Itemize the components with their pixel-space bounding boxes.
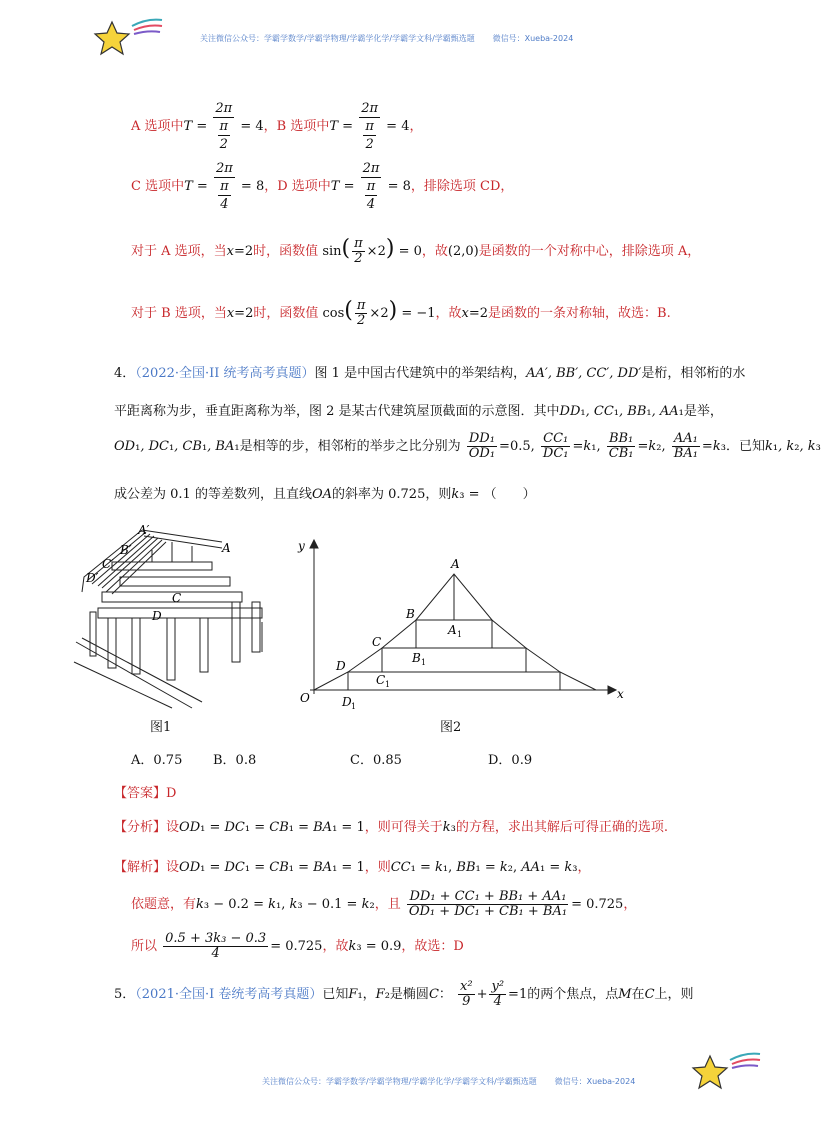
figure-1-architecture [72,522,272,712]
fig2-label-x: x [617,687,624,701]
sol-line-a: 对于 A 选项，当x=2时，函数值 sin( $\frac{\pi}{2}$ ×2) = 0，故(2,0)是函数的一个对称中心，排除选项 A， [131,236,701,266]
q4-line-2: 平距离称为步，垂直距离称为举，图 2 是某古代建筑屋顶截面的示意图．其中DD₁, CC₁, BB₁, AA₁是举， [114,404,723,419]
choice-d[interactable]: D．0.9 [488,753,533,768]
answer-line: 【答案】D [114,786,177,801]
fig2-label-D1: D [342,695,352,709]
q4-line-3: OD₁, DC₁, CB₁, BA₁是相等的步，相邻桁的举步之比分别为 $\frac{\text{DD₁}}{\text{OD₁}}$ =0.5, $\frac{\text{CC₁}}{\text{DC₁}}$ =k₁, $\frac{\text{BB₁}}{\text{CB₁}}$ =k₂, $\frac{\text{AA₁}}{\text{BA₁}}$ =k₃．已知k₁, k₂, k₃ [114,431,821,461]
svg-text:1: 1 [385,680,391,689]
so-line: 所以 $\frac{\text{0.5 + 3k₃ − 0.3}}{4}$ = 0.725，故k₃ = 0.9，故选：D [131,931,464,961]
choice-a[interactable]: A．0.75 [131,753,183,768]
fig1-label-C: C [172,591,182,605]
q4-line-1: 4．（2022·全国·II 统考高考真题）图 1 是中国古代建筑中的举架结构，AA′, BB′, CC′, DD′是桁，相邻桁的水 [114,366,746,381]
fig2-label-O: O [300,691,310,705]
q4-line-4: 成公差为 0.1 的等差数列，且直线OA的斜率为 0.725，则k₃ = （ ） [114,487,536,502]
choice-b[interactable]: B．0.8 [213,753,257,768]
figure-2-roof-section [296,534,636,718]
fig2-label-B1: B [412,651,421,665]
svg-text:1: 1 [421,658,427,667]
header-text: 关注微信公众号：学霸学数学/学霸学物理/学霸学化学/学霸学文科/学霸甄选题 微信号：Xueba-2024 [200,34,574,43]
fig2-label-C1: C [376,673,386,687]
fig1-label-A: A [222,541,231,555]
svg-text:1: 1 [351,702,357,711]
fig1-caption: 图1 [150,720,172,735]
q5-line: 5．（2021·全国·I 卷统考高考真题）已知F₁，F₂是椭圆C： $\frac{\text{x²}}{9}$ + $\frac{\text{y²}}{4}$ =1的两个焦点，点M在C上，则 [114,979,694,1009]
fig1-label-Ap: A′ [138,523,150,537]
star-logo-icon-footer [690,1050,762,1096]
fig2-label-A: A [451,557,460,571]
fig1-label-Cp: C′ [102,557,114,571]
fig1-label-Dp: D′ [86,571,99,585]
fig1-label-Bp: B′ [120,543,132,557]
choice-c[interactable]: C．0.85 [350,753,402,768]
detail-line: 【解析】设OD₁ = DC₁ = CB₁ = BA₁ = 1，则CC₁ = k₁, BB₁ = k₂, AA₁ = k₃， [114,860,591,875]
sol-line-cd: C 选项中T = 2π π 4 = 8，D 选项中T = 2π π 4 = 8，排除选项 CD， [131,161,514,212]
fig2-label-D: D [336,659,346,673]
svg-text:1: 1 [457,630,463,639]
fig2-label-y: y [298,539,305,553]
fig1-label-D: D [152,609,162,623]
analysis-line: 【分析】设OD₁ = DC₁ = CB₁ = BA₁ = 1，则可得关于k₃的方程，求出其解后可得正确的选项. [114,820,668,835]
fig2-label-B: B [406,607,415,621]
depends-line: 依题意，有k₃ − 0.2 = k₁, k₃ − 0.1 = k₂，且 $\frac{\text{DD₁ + CC₁ + BB₁ + AA₁}}{\text{OD₁ + DC₁ + CB₁ + BA₁}}$ = 0.725， [131,889,637,919]
star-logo-icon [92,16,164,62]
fig2-caption: 图2 [440,720,462,735]
footer-text: 关注微信公众号：学霸学数学/学霸学物理/学霸学化学/学霸学文科/学霸甄选题 微信号：Xueba-2024 [262,1077,636,1086]
fig2-label-A1: A [448,623,457,637]
sol-line-ab: A 选项中T = 2π π 2 = 4，B 选项中T = 2π π 2 = 4， [131,101,423,152]
sol-line-b: 对于 B 选项，当x=2时，函数值 cos( $\frac{\pi}{2}$ ×2) = −1，故x=2是函数的一条对称轴，故选：B. [131,298,671,328]
fig2-label-C: C [372,635,382,649]
